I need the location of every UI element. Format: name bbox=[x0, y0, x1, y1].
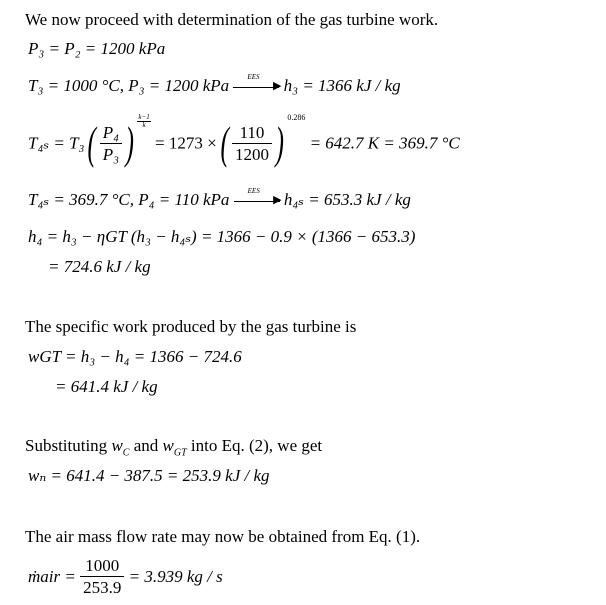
specific-work-text: The specific work produced by the gas turbine is bbox=[25, 317, 357, 336]
pressure-ratio: $\frac{\text{P₄}}{\text{P₃}}$ bbox=[100, 124, 122, 163]
mass-flow-text: The air mass flow rate may now be obtained from Eq. (1). bbox=[25, 527, 421, 546]
left-paren-icon: ( bbox=[87, 117, 97, 168]
equation-h4: h₄ = h₃ − ηGT (h₃ − h₄ₛ) = 1366 − 0.9 × (1366 − 653.3) bbox=[28, 227, 416, 246]
h4s-value: h₄ₛ = 653.3 kJ / kg bbox=[283, 190, 411, 209]
equation-t4s bbox=[28, 113, 460, 168]
t4s-mid: = 1273 × bbox=[154, 133, 217, 153]
intro-text: We now proceed with determination of the gas turbine work. bbox=[25, 10, 439, 29]
wgt-symbol: $w_{GT}$ bbox=[162, 436, 187, 459]
t4s-conditions: T₄ₛ = 369.7 °C, P₄ = 110 kPa bbox=[28, 190, 230, 209]
equation-t4s-h4s bbox=[28, 187, 411, 209]
t3-conditions: T₃ = 1000 °C, P₃ = 1200 kPa bbox=[28, 76, 230, 95]
t4s-result: = 642.7 K = 369.7 °C bbox=[309, 133, 460, 153]
mdot-result: = 3.939 kg / s bbox=[128, 567, 223, 586]
equation-mdot bbox=[28, 557, 223, 596]
right-paren-icon: ) bbox=[125, 117, 134, 168]
equation-t3-h3 bbox=[28, 73, 401, 95]
exponent-kminus1-over-k: $\frac{k-1}{k}$ bbox=[138, 113, 150, 129]
ratio-110-1200: $\frac{110}{1200}$ bbox=[232, 124, 272, 163]
left-paren-icon: ( bbox=[220, 117, 229, 168]
mdot-lhs: ṁair = bbox=[28, 567, 76, 586]
ees-arrow-icon: EES ▶ bbox=[234, 200, 280, 202]
wc-symbol: $w_C$ bbox=[111, 436, 130, 459]
t4s-lhs: T₄ₛ = T₃ bbox=[28, 133, 85, 153]
equation-wn: wₙ = 641.4 − 387.5 = 253.9 kJ / kg bbox=[28, 466, 270, 485]
equation-h4-result: = 724.6 kJ / kg bbox=[48, 257, 151, 276]
equation-wgt-result: = 641.4 kJ / kg bbox=[55, 377, 158, 396]
substituting-text: Substituting $w_C$ and $w_{GT}$ into Eq. (2), we get bbox=[25, 436, 323, 459]
h3-value: h₃ = 1366 kJ / kg bbox=[283, 76, 401, 95]
exponent-0286: 0.286 bbox=[287, 113, 306, 122]
mdot-fraction: $\frac{1000}{253.9}$ bbox=[80, 557, 124, 596]
equation-wgt: wGT = h₃ − h₄ = 1366 − 724.6 bbox=[28, 347, 242, 366]
ees-arrow-icon: EES ▶ bbox=[233, 86, 279, 88]
right-paren-icon: ) bbox=[275, 117, 284, 168]
equation-p3: P₃ = P₂ = 1200 kPa bbox=[28, 39, 166, 58]
